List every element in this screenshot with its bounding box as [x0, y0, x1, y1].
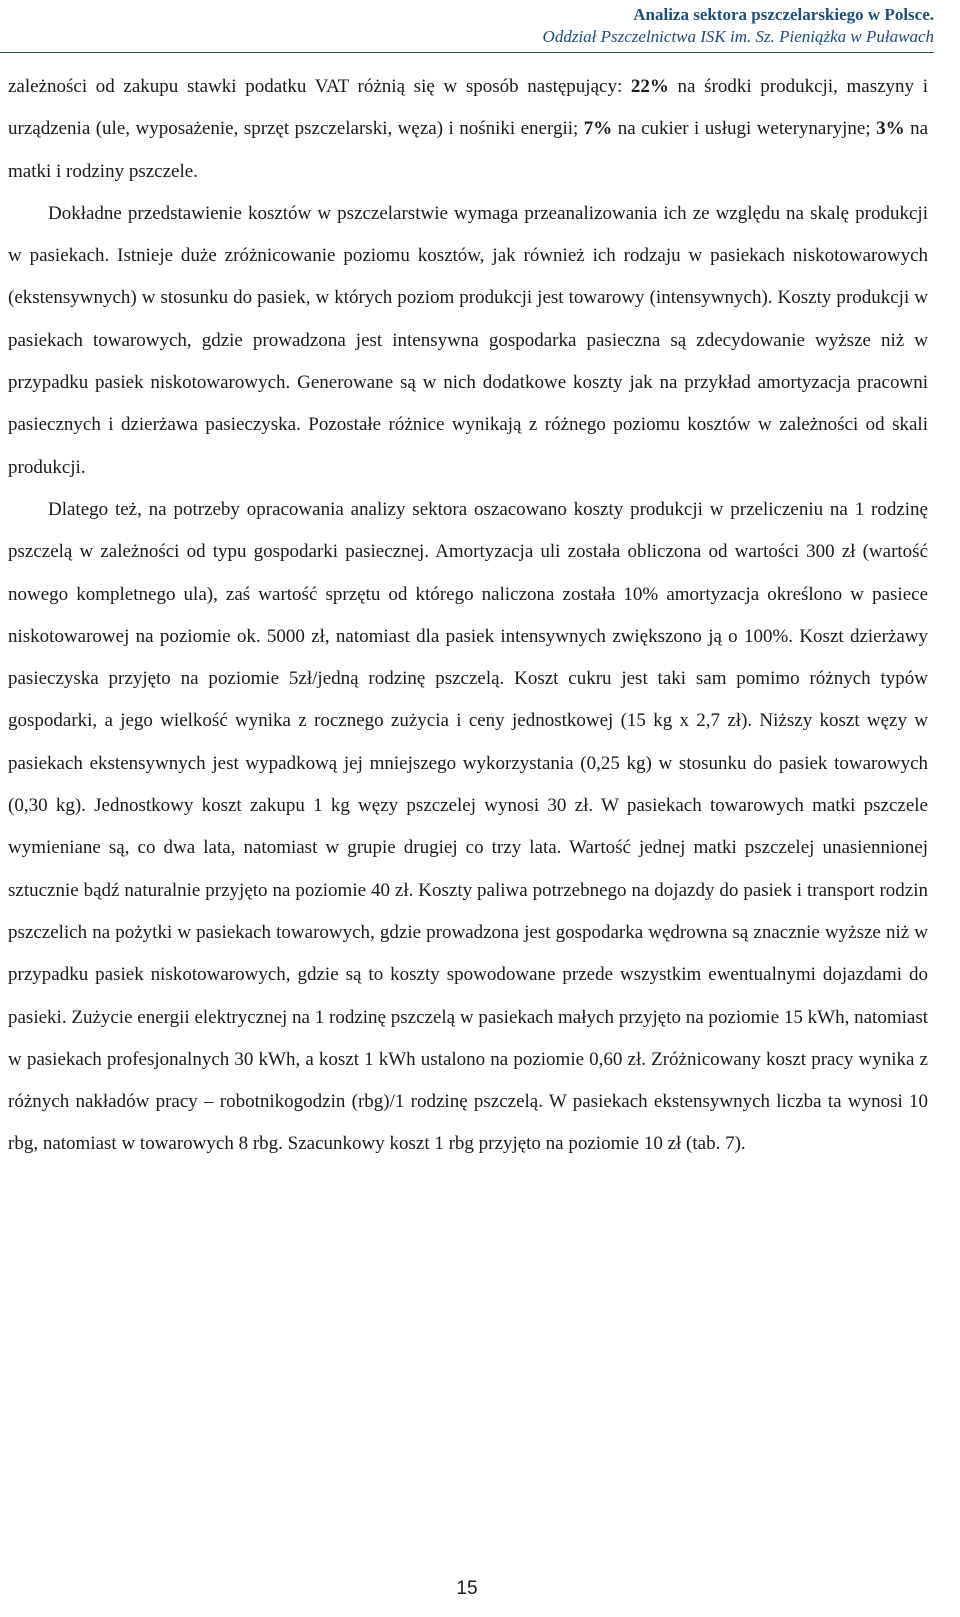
paragraph-cost-assumptions: Dlatego też, na potrzeby opracowania analizy sektora oszacowano koszty produkcji w przeliczeniu na 1 rodzinę pszczelą w zależności od typu gospodarki pasiecznej. Amortyzacja uli została obliczona od wartości 300 zł (wartość nowego kompletnego ula), zaś wartość sprzętu od którego naliczona została 10% amortyzacja określono w pasiece niskotowarowej na poziomie ok. 5000 zł, natomiast dla pasiek intensywnych zwiększono ją o 100%. Koszt dzierżawy pasieczyska przyjęto na poziomie 5zł/jedną rodzinę pszczelą. Koszt cukru jest taki sam pomimo różnych typów gospodarki, a jego wielkość wynika z rocznego zużycia i ceny jednostkowej (15 kg x 2,7 zł). Niższy koszt węzy w pasiekach ekstensywnych jest wypadkową jej mniejszego wykorzystania (0,25 kg) w stosunku do pasiek towarowych (0,30 kg). Jednostkowy koszt zakupu 1 kg węzy pszczelej wynosi 30 zł. W pasiekach towarowych matki pszczele wymieniane są, co dwa lata, natomiast w grupie drugiej co trzy lata. Wartość jednej matki pszczelej unasiennionej sztucznie bądź naturalnie przyjęto na poziomie 40 zł. Koszty paliwa potrzebnego na dojazdy do pasiek i transport rodzin pszczelich na pożytki w pasiekach towarowych, gdzie prowadzona jest gospodarka wędrowna są znacznie wyższe niż w przypadku pasiek niskotowarowych, gdzie są to koszty spowodowane przede wszystkim ewentualnymi dojazdami do pasieki. Zużycie energii elektrycznej na 1 rodzinę pszczelą w pasiekach małych przyjęto na poziomie 15 kWh, natomiast w pasiekach profesjonalnych 30 kWh, a koszt 1 kWh ustalono na poziomie 0,60 zł. Zróżnicowany koszt pracy wynika z różnych nakładów pracy – robotnikogodzin (rbg)/1 rodzinę pszczelą. W pasiekach ekstensywnych liczba ta wynosi 10 rbg, natomiast w towarowych 8 rbg. Szacunkowy koszt 1 rbg przyjęto na poziomie 10 zł (tab. 7).: [8, 498, 928, 1155]
vat-text-1: zależności od zakupu stawki podatku VAT różnią się w sposób następujący:: [8, 76, 631, 97]
document-body: [8, 66, 928, 1166]
running-header: [543, 4, 934, 48]
vat-text-3: na cukier i usługi weterynaryjne;: [612, 118, 877, 140]
paragraph-vat-rates: [8, 66, 928, 193]
vat-text-4: na matki i rodziny pszczele.: [8, 118, 928, 182]
paragraph-cost-overview: Dokładne przedstawienie kosztów w pszczelarstwie wymaga przeanalizowania ich ze względu na skalę produkcji w pasiekach. Istnieje duże zróżnicowanie poziomu kosztów, jak również ich rodzaju w pasiekach niskotowarowych (ekstensywnych) w stosunku do pasiek, w których poziom produkcji jest towarowy (intensywnych). Koszty produkcji w pasiekach towarowych, gdzie prowadzona jest intensywna gospodarka pasieczna są zdecydowanie wyższe niż w przypadku pasiek niskotowarowych. Generowane są w nich dodatkowe koszty jak na przykład amortyzacja pracowni pasiecznych i dzierżawa pasieczyska. Pozostałe różnice wynikają z różnego poziomu kosztów w zależności od skali produkcji.: [8, 202, 928, 478]
header-title: Analiza sektora pszczelarskiego w Polsce.: [633, 5, 934, 24]
vat-rate-22: 22%: [630, 76, 669, 97]
header-subtitle: Oddział Pszczelnictwa ISK im. Sz. Pieniążka w Puławach: [542, 27, 934, 46]
vat-text-2: na środki produkcji, maszyny i urządzenia (ule, wyposażenie, sprzęt pszczelarski, węza) i nośniki energii;: [8, 76, 928, 140]
page-number: 15: [456, 1578, 478, 1599]
vat-rate-7: 7%: [583, 118, 613, 140]
header-divider: [0, 52, 934, 53]
vat-rate-3: 3%: [876, 118, 905, 140]
